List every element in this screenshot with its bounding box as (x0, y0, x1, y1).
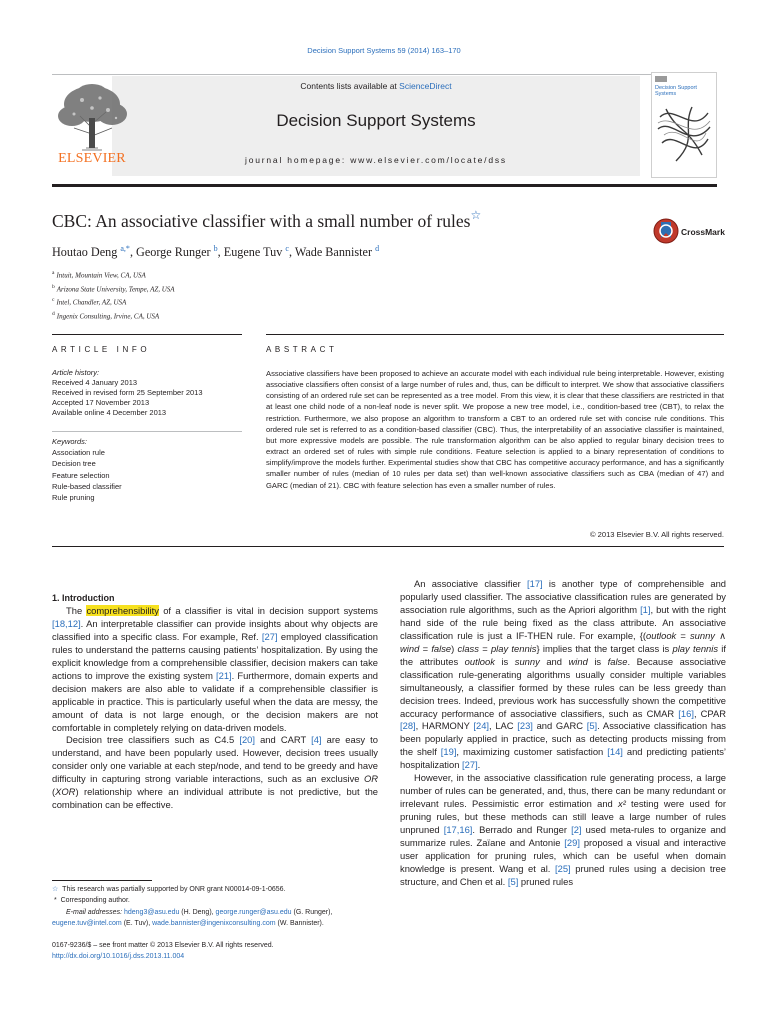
italic-term: XOR (55, 786, 76, 798)
paragraph (400, 772, 726, 889)
text-run: is (587, 655, 608, 667)
affiliation-text: Ingenix Consulting, Irvine, CA, USA (56, 311, 160, 320)
citation-link[interactable]: [27] (462, 759, 478, 771)
citation-link[interactable]: [29] (564, 837, 580, 849)
affiliation-mark: d (52, 310, 55, 317)
issn-block (52, 940, 382, 962)
affiliation (52, 309, 452, 323)
italic-term: outlook (464, 655, 495, 667)
text-run: ( (52, 786, 56, 798)
citation-link[interactable]: [20] (239, 734, 255, 746)
keyword: Rule pruning (52, 493, 95, 503)
citation-link[interactable]: [18,12] (52, 617, 81, 629)
text-run: proposed a visual and interactive user application for pruning rules, which can be useful when domain knowledge is present. Wang et al. (400, 837, 726, 874)
keyword: Association rule (52, 448, 105, 458)
crossmark-label: CrossMark (681, 227, 725, 237)
text-run: ) relationship where an individual attribute is not predictive, but the combination can be effective. (52, 786, 378, 811)
text-run: , CPAR (693, 707, 727, 719)
paper-title (52, 208, 612, 232)
email-owner: (G. Runger), (291, 908, 333, 916)
footnote-emails-cont (52, 918, 382, 929)
text-run: , LAC (489, 720, 518, 732)
email-label: E-mail addresses: (66, 908, 123, 916)
author-affiliation-mark[interactable]: c (285, 244, 289, 253)
text-run: = (478, 642, 491, 654)
author-affiliation-mark[interactable]: a,* (120, 244, 130, 253)
doi-link[interactable]: http://dx.doi.org/10.1016/j.dss.2013.11.004 (52, 953, 185, 960)
author-affiliation-mark[interactable]: d (375, 244, 380, 253)
text-run: = (676, 629, 690, 641)
body-column-right (400, 578, 726, 889)
italic-term: OR (363, 773, 378, 785)
author-name: Eugene Tuv (223, 245, 283, 260)
paragraph (400, 578, 726, 772)
citation-link[interactable]: [4] (311, 734, 322, 746)
citation-link[interactable]: [1] (640, 603, 651, 615)
paragraph (52, 734, 378, 812)
header-rule-top (52, 74, 717, 75)
text-run: . Furthermore, domain experts and decision makers are also able to validate if a comprehensible classifier is applicable in practice. This is particularly useful when the data are messy, the amount of data is not large enough, or the decision makers are not comfortable in completely relying on data-driven models. (52, 669, 378, 733)
text-run: ∧ (715, 629, 726, 641)
email-link[interactable]: george.runger@asu.edu (215, 908, 292, 916)
text-run: However, in the associative classification rule generating process, a large number of rules can be generated, and, thus, there can be many redundant or irrelevant rules. Pessimistic error estimation and (400, 772, 726, 810)
text-run: and CART (254, 734, 312, 746)
affiliation-text: Intel, Chandler, AZ, USA (56, 298, 127, 307)
affiliation-list (52, 268, 452, 322)
article-info-heading: ARTICLE INFO (52, 345, 151, 354)
article-history (52, 368, 242, 418)
citation-link[interactable]: [23] (517, 720, 533, 732)
text-run: and predicting patients’ hospitalization (400, 746, 727, 771)
text-run: Decision tree classifiers such as C4.5 (66, 734, 240, 746)
author-affiliation-mark[interactable]: b (213, 244, 218, 253)
italic-term: class (457, 642, 479, 654)
text-run: . Berrado and Runger (472, 824, 572, 836)
author-separator: , (217, 245, 224, 260)
paper-title-text: CBC: An associative classifier with a small number of rules (52, 211, 471, 231)
citation-link[interactable]: [28] (400, 720, 416, 732)
affiliation-text: Intuit, Mountain View, CA, USA (56, 271, 146, 280)
italic-term: wind (400, 642, 420, 654)
italic-term: x² (618, 798, 626, 810)
text-run: pruned rules (518, 875, 574, 887)
text-run: , but with the right hand side of the rule being fixed as the class attribute. An associative classification rule is just a IF-THEN rule. For example, {( (400, 603, 727, 641)
title-footnote-star[interactable]: ☆ (470, 208, 482, 222)
journal-cover-thumbnail (651, 72, 717, 178)
journal-citation-link[interactable]: Decision Support Systems 59 (2014) 163–170 (307, 46, 461, 55)
email-owner: (W. Bannister). (275, 920, 324, 928)
body-column-left (52, 592, 378, 812)
text-run: is another type of comprehensible and popularly used classifier. The associative classification rules are generated by association rule algorithms, such as the Apriori algorithm (400, 578, 726, 615)
citation-link[interactable]: [16] (678, 707, 694, 719)
footnote-funding-text: This research was partially supported by ONR grant N00014-09-1-0656. (62, 886, 286, 893)
footnote-funding (52, 884, 382, 895)
text-run: testing were used for pruning rules, but these methods can still leave a large number of rules unpruned (400, 798, 726, 836)
section-heading-introduction: 1. Introduction (52, 593, 115, 603)
citation-link[interactable]: [17] (527, 578, 543, 589)
journal-homepage[interactable]: journal homepage: www.elsevier.com/locate/dss (245, 155, 507, 165)
keyword: Decision tree (52, 459, 96, 469)
author-list (52, 244, 652, 260)
italic-term: play tennis (490, 642, 537, 654)
text-run: of a classifier is vital in decision support systems (158, 604, 378, 616)
footnotes (52, 884, 382, 930)
citation-link[interactable]: [25] (555, 862, 571, 874)
author-separator: , (129, 245, 137, 260)
affiliation-mark: a (52, 270, 55, 276)
author-name: Wade Bannister (294, 245, 373, 260)
highlighted-term: comprehensibility (86, 604, 159, 616)
text-run: used meta-rules to organize and summarize rules. Zaïane and Antonie (400, 824, 726, 849)
citation-link[interactable]: [19] (440, 746, 457, 758)
abstract-rule (266, 334, 724, 335)
affiliation-text: Arizona State University, Tempe, AZ, USA (56, 284, 175, 293)
abstract-bottom-rule (52, 546, 724, 547)
text-run: is (494, 655, 515, 667)
affiliation (52, 282, 452, 296)
affiliation-mark: c (52, 297, 55, 304)
contents-availability (112, 81, 640, 91)
footnote-rule (52, 880, 152, 881)
history-item: Received in revised form 25 September 2013 (52, 387, 203, 397)
italic-term: wind (568, 655, 588, 667)
text-run: } implies that the target class is (536, 642, 673, 654)
header-rule-bottom (52, 184, 717, 187)
text-run: are easy to understand, and have been popularly used. However, decision trees usually consider only one variable at each step/node, and tend to be greedy and have difficulty in capturing strong variable interactions, such as an exclusive (52, 734, 378, 785)
text-run: , maximizing customer satisfaction (456, 746, 608, 758)
text-run: and GARC (532, 720, 587, 732)
abstract-copyright: © 2013 Elsevier B.V. All rights reserved. (589, 530, 724, 539)
keyword: Feature selection (52, 470, 110, 480)
text-run: and (539, 655, 569, 667)
citation-link[interactable]: [21] (216, 669, 232, 681)
keywords-label: Keywords: (52, 437, 88, 446)
history-item: Accepted 17 November 2013 (52, 397, 150, 407)
history-item: Received 4 January 2013 (52, 377, 138, 387)
author-name: Houtao Deng (52, 245, 118, 260)
text-run: . An interpretable classifier can provide insights about why objects are classified into a specific class. For example, Ref. (52, 617, 378, 642)
italic-term: sunny (514, 655, 540, 667)
affiliation (52, 268, 452, 282)
text-run: . (477, 759, 481, 771)
article-history-label: Article history: (52, 368, 100, 377)
text-run: pruned rules using a decision tree structure, and Chen et al. (400, 862, 726, 887)
email-link[interactable]: eugene.tuv@intel.com (52, 920, 122, 928)
citation-link[interactable]: [24] (473, 720, 490, 732)
sciencedirect-link[interactable]: ScienceDirect (399, 81, 452, 91)
footnote-asterisk-icon: * (52, 897, 57, 905)
affiliation (52, 295, 452, 309)
italic-term: false (431, 642, 452, 654)
keyword-list (52, 436, 242, 503)
citation-link[interactable]: [2] (571, 824, 582, 836)
text-run: employed classification rules to understand the patterns causing patients’ hospitalization. By using the explicit knowledge from a comprehensible classifier, decision makers can take actions to improve the existing system (52, 630, 378, 681)
footnote-star-icon: ☆ (52, 886, 59, 893)
article-info-divider (52, 431, 242, 432)
abstract-heading: ABSTRACT (266, 345, 338, 354)
footnote-corresponding-text: Corresponding author. (60, 897, 130, 905)
text-run: The (66, 604, 87, 616)
text-run: , HARMONY (415, 720, 474, 732)
text-run: if the attributes (400, 642, 726, 667)
author-separator: , (288, 245, 295, 260)
footnote-emails (52, 907, 382, 918)
citation-link[interactable]: [14] (607, 746, 623, 758)
crossmark-badge[interactable] (653, 216, 733, 246)
italic-term: sunny (689, 629, 715, 641)
citation-link[interactable]: [5] (586, 720, 598, 732)
citation-link[interactable]: [17,16] (443, 824, 473, 836)
author-name: George Runger (136, 245, 211, 260)
journal-name: Decision Support Systems (276, 111, 476, 130)
cover-artwork-icon (652, 73, 716, 177)
article-info-rule (52, 334, 242, 335)
italic-term: play tennis (672, 642, 719, 654)
italic-term: false (607, 655, 628, 667)
text-run: An associative classifier (414, 578, 528, 589)
citation-link[interactable]: [5] (507, 875, 519, 887)
publisher-wordmark: ELSEVIER (58, 151, 126, 166)
paragraph (52, 605, 378, 735)
text-run: ) (451, 642, 458, 654)
citation-link[interactable]: [27] (261, 630, 278, 642)
cover-title: Decision Support Systems (655, 85, 697, 97)
email-owner: (H. Deng), (179, 908, 216, 916)
italic-term: outlook (646, 629, 677, 641)
footnote-corresponding (52, 895, 382, 906)
keyword: Rule-based classifier (52, 481, 122, 491)
text-run: . Because associative classification rule-generating algorithms usually consider multiple variables simultaneously, a classifier formed by these rules can be less greedy than decision trees. Indeed, previous work has successfully shown the competitive accuracy performance of associative classifiers, such as CMAR (400, 655, 726, 719)
affiliation-mark: b (52, 283, 55, 290)
issn-text: 0167-9236/$ – see front matter © 2013 Elsevier B.V. All rights reserved. (52, 942, 274, 949)
text-run: = (419, 642, 432, 654)
text-run: . Associative classification has been popularly applied in practice, such as detecting products missing from the shelf (400, 720, 726, 758)
crossmark-icon (653, 216, 679, 246)
email-link[interactable]: hdeng3@asu.edu (123, 908, 180, 916)
email-link[interactable]: wade.bannister@ingenixconsulting.com (152, 920, 276, 928)
email-owner: (E. Tuv), (121, 920, 153, 928)
contents-prefix: Contents lists available at (300, 81, 400, 91)
abstract-text: Associative classifiers have been proposed to achieve an accurate model with each individual rule being interpretable. However, existing associative classifiers often consist of a large number of rules and, thus, can be difficult to interpret. We show that associative classifiers consisting of an ordered rule set can be represented as a tree model. From this view, it is clear that these classifiers are restricted in that at least one child node of a non-leaf node is never split. We propose a new tree model, i.e., condition-based tree (CBT), to relax the restriction. Furthermore, we also propose an algorithm to transform a CBT to an ordered rule set with concise rule conditions. This ordered rule set is referred to as a condition-based classifier (CBC). Thus, the interpretability of an associative classifier is maintained, but more expressive models are possible. The rule transformation algorithm can be also applied to regular binary decision trees to extract an ordered set of rules with simple rule conditions. Feature selection is applied to a binary representation of conditions to simplify/improve the models further. Experimental studies show that CBC has competitive accuracy performance, and has a significantly smaller number of rules (median of 10 rules per data set) than well-known associative classifiers such as CBA (median of 47) and GARC (median of 21). CBC with feature selection has even a smaller number of rules. (266, 369, 724, 490)
history-item: Available online 4 December 2013 (52, 407, 167, 417)
